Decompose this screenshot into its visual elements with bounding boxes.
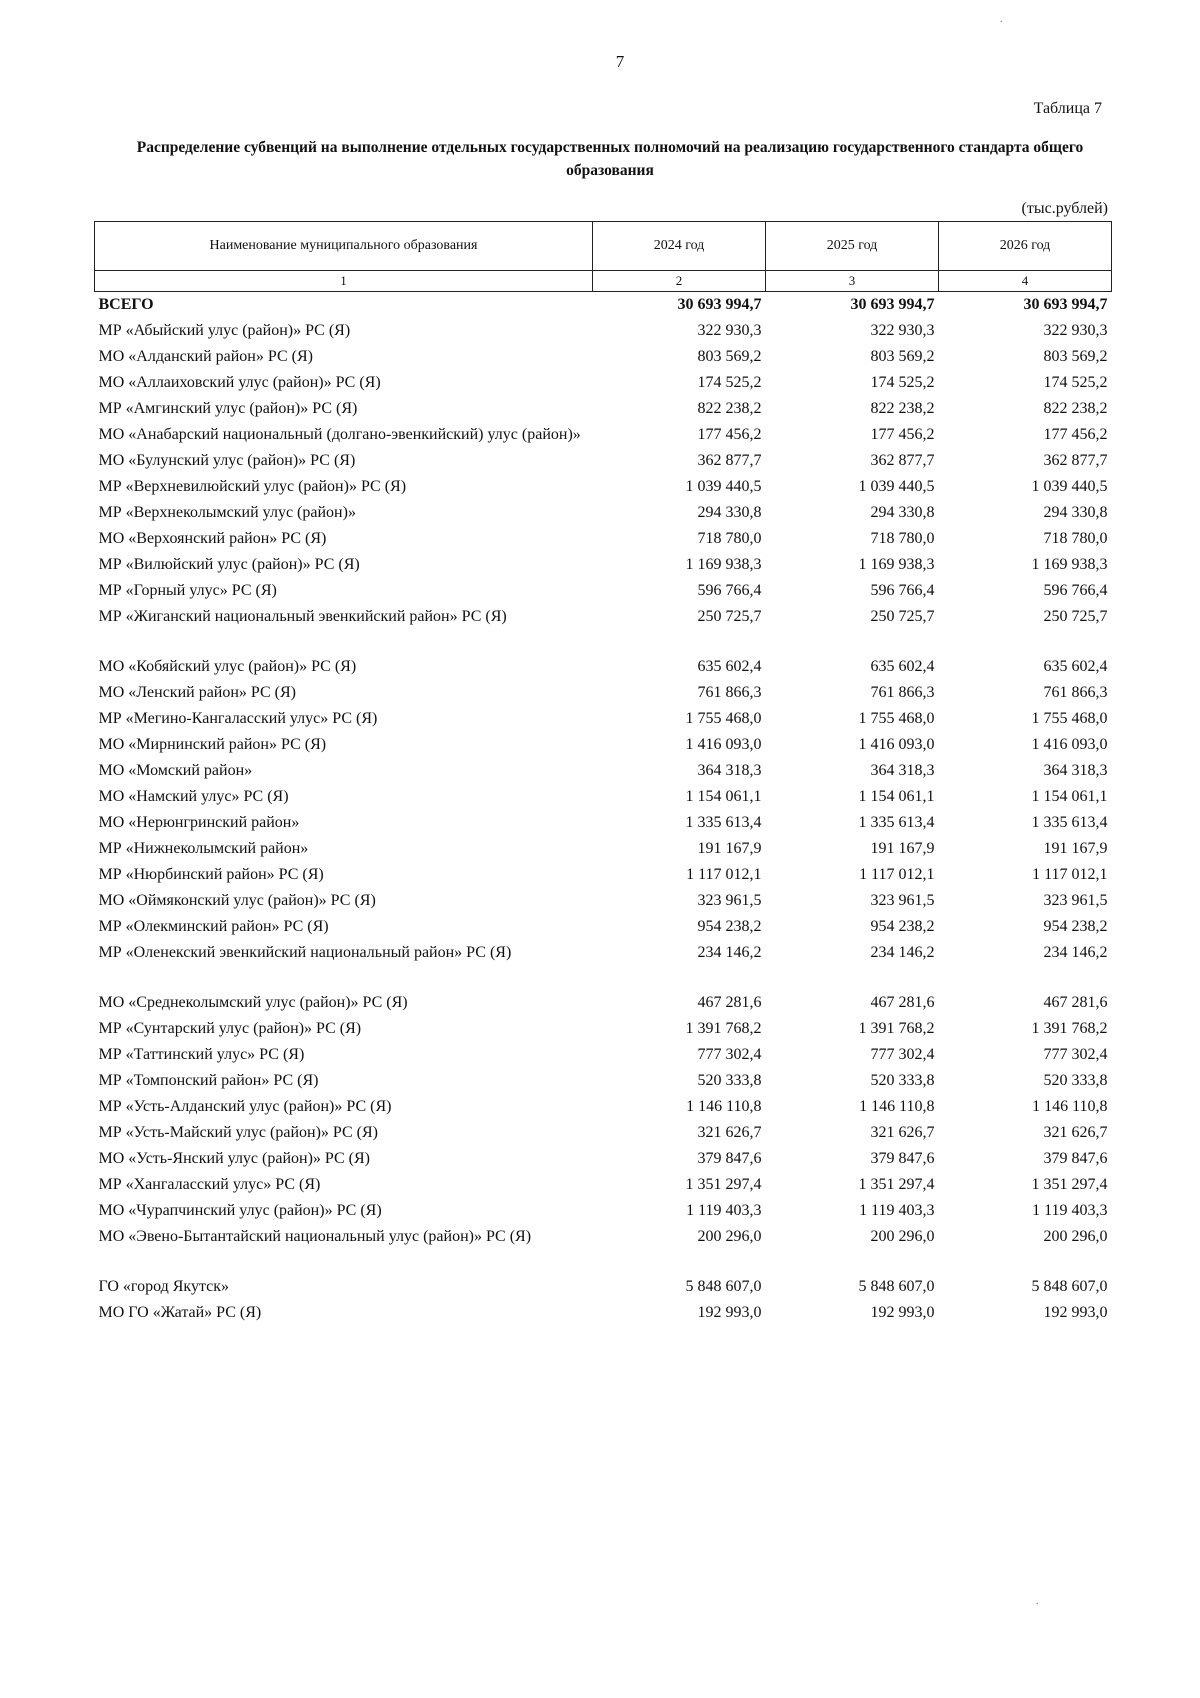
municipality-name: МР «Хангаласский улус» РС (Я) bbox=[98, 1176, 321, 1193]
value-2026: 803 569,2 bbox=[1043, 348, 1108, 365]
municipality-name: МР «Верхнеколымский улус (район)» bbox=[98, 504, 356, 521]
value-2024: 1 755 468,0 bbox=[685, 710, 762, 727]
value-2026: 294 330,8 bbox=[1043, 504, 1108, 521]
table-row bbox=[95, 318, 1112, 344]
table-row bbox=[95, 1120, 1112, 1146]
value-2024: 177 456,2 bbox=[697, 426, 762, 443]
value-2024: 718 780,0 bbox=[697, 530, 762, 547]
column-number: 2 bbox=[593, 271, 766, 292]
total-2025: 30 693 994,7 bbox=[850, 296, 935, 313]
value-2025: 1 416 093,0 bbox=[858, 736, 935, 753]
table-row bbox=[95, 474, 1112, 500]
table-row bbox=[95, 836, 1112, 862]
table-row bbox=[95, 706, 1112, 732]
municipality-name: МР «Усть-Майский улус (район)» РС (Я) bbox=[98, 1124, 378, 1141]
spacer-cell bbox=[95, 630, 1112, 654]
value-2026: 777 302,4 bbox=[1043, 1046, 1108, 1063]
municipality-name: МР «Нюрбинский район» РС (Я) bbox=[98, 866, 324, 883]
value-2026: 191 167,9 bbox=[1043, 840, 1108, 857]
value-2026: 1 416 093,0 bbox=[1031, 736, 1108, 753]
value-2026: 234 146,2 bbox=[1043, 944, 1108, 961]
value-2025: 174 525,2 bbox=[870, 374, 935, 391]
table-row bbox=[95, 604, 1112, 630]
table-row bbox=[95, 732, 1112, 758]
value-2025: 362 877,7 bbox=[870, 452, 935, 469]
municipality-name: МО «Анабарский национальный (долгано-эвенкийский) улус (район)» bbox=[98, 426, 581, 443]
value-2026: 321 626,7 bbox=[1043, 1124, 1108, 1141]
value-2025: 191 167,9 bbox=[870, 840, 935, 857]
value-2025: 803 569,2 bbox=[870, 348, 935, 365]
municipality-name: МР «Верхневилюйский улус (район)» РС (Я) bbox=[98, 478, 407, 495]
column-number: 1 bbox=[95, 271, 593, 292]
value-2025: 954 238,2 bbox=[870, 918, 935, 935]
value-2024: 250 725,7 bbox=[697, 608, 762, 625]
municipality-name: МО «Аллаиховский улус (район)» РС (Я) bbox=[98, 374, 381, 391]
municipality-name: МР «Сунтарский улус (район)» РС (Я) bbox=[98, 1020, 362, 1037]
value-2026: 379 847,6 bbox=[1043, 1150, 1108, 1167]
value-2025: 718 780,0 bbox=[870, 530, 935, 547]
value-2024: 467 281,6 bbox=[697, 994, 762, 1011]
municipality-name: МР «Томпонский район» РС (Я) bbox=[98, 1072, 319, 1089]
value-2025: 635 602,4 bbox=[870, 658, 935, 675]
value-2025: 234 146,2 bbox=[870, 944, 935, 961]
table-row bbox=[95, 500, 1112, 526]
value-2024: 200 296,0 bbox=[697, 1228, 762, 1245]
municipality-name: МО ГО «Жатай» РС (Я) bbox=[98, 1304, 262, 1321]
spacer-cell bbox=[95, 966, 1112, 990]
header-name: Наименование муниципального образования bbox=[95, 222, 593, 271]
value-2026: 174 525,2 bbox=[1043, 374, 1108, 391]
value-2024: 321 626,7 bbox=[697, 1124, 762, 1141]
total-2024: 30 693 994,7 bbox=[677, 296, 762, 313]
value-2025: 294 330,8 bbox=[870, 504, 935, 521]
value-2026: 1 335 613,4 bbox=[1031, 814, 1108, 831]
table-row bbox=[95, 940, 1112, 966]
municipality-name: МО «Кобяйский улус (район)» РС (Я) bbox=[98, 658, 357, 675]
municipality-name: МО «Усть-Янский улус (район)» РС (Я) bbox=[98, 1150, 370, 1167]
units-label: (тыс.рублей) bbox=[1021, 200, 1108, 217]
value-2024: 954 238,2 bbox=[697, 918, 762, 935]
value-2026: 322 930,3 bbox=[1043, 322, 1108, 339]
value-2024: 322 930,3 bbox=[697, 322, 762, 339]
spacer-row bbox=[95, 966, 1112, 990]
document-title: Распределение субвенций на выполнение отдельных государственных полномочий на реализацию государственного стандарта общего образования bbox=[136, 139, 1084, 179]
value-2024: 1 335 613,4 bbox=[685, 814, 762, 831]
municipality-name: МР «Жиганский национальный эвенкийский район» РС (Я) bbox=[98, 608, 507, 625]
table-label: Таблица 7 bbox=[1033, 100, 1102, 117]
value-2025: 596 766,4 bbox=[870, 582, 935, 599]
municipality-name: МР «Таттинский улус» РС (Я) bbox=[98, 1046, 305, 1063]
municipality-name: МО «Булунский улус (район)» РС (Я) bbox=[98, 452, 356, 469]
value-2024: 1 117 012,1 bbox=[686, 866, 762, 883]
municipality-name: МО «Мирнинский район» РС (Я) bbox=[98, 736, 327, 753]
value-2026: 718 780,0 bbox=[1043, 530, 1108, 547]
header-row bbox=[95, 222, 1112, 271]
value-2026: 520 333,8 bbox=[1043, 1072, 1108, 1089]
municipality-name: МО «Эвено-Бытантайский национальный улус (район)» РС (Я) bbox=[98, 1228, 532, 1245]
value-2024: 1 154 061,1 bbox=[685, 788, 762, 805]
value-2026: 635 602,4 bbox=[1043, 658, 1108, 675]
value-2025: 1 169 938,3 bbox=[858, 556, 935, 573]
column-number: 4 bbox=[939, 271, 1112, 292]
value-2024: 294 330,8 bbox=[697, 504, 762, 521]
value-2024: 777 302,4 bbox=[697, 1046, 762, 1063]
value-2024: 364 318,3 bbox=[697, 762, 762, 779]
value-2026: 1 146 110,8 bbox=[1032, 1098, 1108, 1115]
municipality-name: МО «Нерюнгринский район» bbox=[98, 814, 300, 831]
value-2025: 5 848 607,0 bbox=[858, 1278, 935, 1295]
table-row bbox=[95, 422, 1112, 448]
table-row bbox=[95, 990, 1112, 1016]
table-row bbox=[95, 1068, 1112, 1094]
table-row bbox=[95, 784, 1112, 810]
table-row bbox=[95, 810, 1112, 836]
municipality-name: ГО «город Якутск» bbox=[98, 1278, 230, 1295]
value-2025: 250 725,7 bbox=[870, 608, 935, 625]
value-2025: 467 281,6 bbox=[870, 994, 935, 1011]
value-2024: 323 961,5 bbox=[697, 892, 762, 909]
value-2024: 635 602,4 bbox=[697, 658, 762, 675]
value-2024: 192 993,0 bbox=[697, 1304, 762, 1321]
total-label: ВСЕГО bbox=[98, 296, 154, 313]
municipality-name: МО «Оймяконский улус (район)» РС (Я) bbox=[98, 892, 376, 909]
municipality-name: МО «Момский район» bbox=[98, 762, 253, 779]
table-row bbox=[95, 552, 1112, 578]
scan-mark: . bbox=[1036, 1596, 1039, 1607]
value-2026: 1 154 061,1 bbox=[1031, 788, 1108, 805]
value-2024: 822 238,2 bbox=[697, 400, 762, 417]
value-2025: 200 296,0 bbox=[870, 1228, 935, 1245]
table-row bbox=[95, 1016, 1112, 1042]
header-2026: 2026 год bbox=[939, 222, 1112, 271]
value-2026: 192 993,0 bbox=[1043, 1304, 1108, 1321]
table-row bbox=[95, 370, 1112, 396]
value-2024: 761 866,3 bbox=[697, 684, 762, 701]
value-2024: 1 391 768,2 bbox=[685, 1020, 762, 1037]
municipality-name: МР «Амгинский улус (район)» РС (Я) bbox=[98, 400, 358, 417]
value-2026: 1 391 768,2 bbox=[1031, 1020, 1108, 1037]
value-2024: 1 351 297,4 bbox=[685, 1176, 762, 1193]
table-row bbox=[95, 1224, 1112, 1250]
value-2026: 761 866,3 bbox=[1043, 684, 1108, 701]
table-row bbox=[95, 1300, 1112, 1326]
table-row bbox=[95, 862, 1112, 888]
value-2024: 362 877,7 bbox=[697, 452, 762, 469]
subvention-table bbox=[94, 221, 1112, 1326]
value-2026: 362 877,7 bbox=[1043, 452, 1108, 469]
value-2026: 323 961,5 bbox=[1043, 892, 1108, 909]
spacer-cell bbox=[95, 1250, 1112, 1274]
value-2024: 520 333,8 bbox=[697, 1072, 762, 1089]
value-2024: 234 146,2 bbox=[697, 944, 762, 961]
table-row bbox=[95, 1146, 1112, 1172]
total-row bbox=[95, 292, 1112, 319]
column-number: 3 bbox=[766, 271, 939, 292]
value-2026: 5 848 607,0 bbox=[1031, 1278, 1108, 1295]
table-row bbox=[95, 1094, 1112, 1120]
table-row bbox=[95, 578, 1112, 604]
municipality-name: МР «Оленекский эвенкийский национальный район» РС (Я) bbox=[98, 944, 512, 961]
page-number: 7 bbox=[615, 52, 625, 71]
value-2024: 191 167,9 bbox=[697, 840, 762, 857]
value-2025: 1 117 012,1 bbox=[859, 866, 935, 883]
value-2026: 467 281,6 bbox=[1043, 994, 1108, 1011]
table-row bbox=[95, 526, 1112, 552]
value-2026: 1 169 938,3 bbox=[1031, 556, 1108, 573]
value-2025: 1 146 110,8 bbox=[859, 1098, 935, 1115]
value-2025: 322 930,3 bbox=[870, 322, 935, 339]
table-row bbox=[95, 448, 1112, 474]
value-2024: 596 766,4 bbox=[697, 582, 762, 599]
table-row bbox=[95, 888, 1112, 914]
table-row bbox=[95, 1274, 1112, 1300]
value-2026: 596 766,4 bbox=[1043, 582, 1108, 599]
spacer-row bbox=[95, 1250, 1112, 1274]
table-row bbox=[95, 680, 1112, 706]
table-row bbox=[95, 1172, 1112, 1198]
municipality-name: МО «Чурапчинский улус (район)» РС (Я) bbox=[98, 1202, 382, 1219]
header-2025: 2025 год bbox=[766, 222, 939, 271]
value-2024: 379 847,6 bbox=[697, 1150, 762, 1167]
value-2025: 364 318,3 bbox=[870, 762, 935, 779]
table-row bbox=[95, 396, 1112, 422]
value-2024: 174 525,2 bbox=[697, 374, 762, 391]
value-2024: 1 416 093,0 bbox=[685, 736, 762, 753]
value-2025: 1 119 403,3 bbox=[859, 1202, 935, 1219]
value-2026: 1 755 468,0 bbox=[1031, 710, 1108, 727]
table-row bbox=[95, 344, 1112, 370]
value-2025: 1 755 468,0 bbox=[858, 710, 935, 727]
value-2026: 200 296,0 bbox=[1043, 1228, 1108, 1245]
value-2026: 954 238,2 bbox=[1043, 918, 1108, 935]
value-2024: 1 146 110,8 bbox=[686, 1098, 762, 1115]
value-2025: 1 154 061,1 bbox=[858, 788, 935, 805]
value-2026: 1 117 012,1 bbox=[1032, 866, 1108, 883]
scan-mark: . bbox=[1000, 14, 1003, 25]
value-2025: 192 993,0 bbox=[870, 1304, 935, 1321]
municipality-name: МО «Намский улус» РС (Я) bbox=[98, 788, 289, 805]
value-2025: 1 351 297,4 bbox=[858, 1176, 935, 1193]
value-2024: 1 039 440,5 bbox=[685, 478, 762, 495]
municipality-name: МО «Алданский район» РС (Я) bbox=[98, 348, 313, 365]
table-row bbox=[95, 654, 1112, 680]
value-2025: 777 302,4 bbox=[870, 1046, 935, 1063]
value-2025: 520 333,8 bbox=[870, 1072, 935, 1089]
municipality-name: МР «Усть-Алданский улус (район)» РС (Я) bbox=[98, 1098, 392, 1115]
table-row bbox=[95, 1198, 1112, 1224]
value-2025: 379 847,6 bbox=[870, 1150, 935, 1167]
value-2024: 5 848 607,0 bbox=[685, 1278, 762, 1295]
value-2025: 761 866,3 bbox=[870, 684, 935, 701]
municipality-name: МР «Вилюйский улус (район)» РС (Я) bbox=[98, 556, 360, 573]
value-2024: 1 119 403,3 bbox=[686, 1202, 762, 1219]
municipality-name: МО «Среднеколымский улус (район)» РС (Я) bbox=[98, 994, 408, 1011]
value-2026: 364 318,3 bbox=[1043, 762, 1108, 779]
municipality-name: МР «Мегино-Кангаласский улус» РС (Я) bbox=[98, 710, 378, 727]
spacer-row bbox=[95, 630, 1112, 654]
value-2025: 323 961,5 bbox=[870, 892, 935, 909]
column-number-row bbox=[95, 271, 1112, 292]
municipality-name: МО «Верхоянский район» РС (Я) bbox=[98, 530, 327, 547]
table-row bbox=[95, 1042, 1112, 1068]
value-2026: 1 119 403,3 bbox=[1032, 1202, 1108, 1219]
value-2026: 1 039 440,5 bbox=[1031, 478, 1108, 495]
value-2025: 177 456,2 bbox=[870, 426, 935, 443]
municipality-name: МР «Горный улус» РС (Я) bbox=[98, 582, 277, 599]
header-2024: 2024 год bbox=[593, 222, 766, 271]
value-2025: 822 238,2 bbox=[870, 400, 935, 417]
value-2026: 1 351 297,4 bbox=[1031, 1176, 1108, 1193]
value-2024: 803 569,2 bbox=[697, 348, 762, 365]
municipality-name: МР «Нижнеколымский район» bbox=[98, 840, 309, 857]
value-2025: 1 391 768,2 bbox=[858, 1020, 935, 1037]
municipality-name: МО «Ленский район» РС (Я) bbox=[98, 684, 297, 701]
municipality-name: МР «Абыйский улус (район)» РС (Я) bbox=[98, 322, 351, 339]
table-row bbox=[95, 914, 1112, 940]
value-2026: 250 725,7 bbox=[1043, 608, 1108, 625]
value-2025: 1 039 440,5 bbox=[858, 478, 935, 495]
value-2026: 177 456,2 bbox=[1043, 426, 1108, 443]
value-2024: 1 169 938,3 bbox=[685, 556, 762, 573]
value-2026: 822 238,2 bbox=[1043, 400, 1108, 417]
total-2026: 30 693 994,7 bbox=[1023, 296, 1108, 313]
value-2025: 321 626,7 bbox=[870, 1124, 935, 1141]
value-2025: 1 335 613,4 bbox=[858, 814, 935, 831]
municipality-name: МР «Олекминский район» РС (Я) bbox=[98, 918, 329, 935]
table-row bbox=[95, 758, 1112, 784]
